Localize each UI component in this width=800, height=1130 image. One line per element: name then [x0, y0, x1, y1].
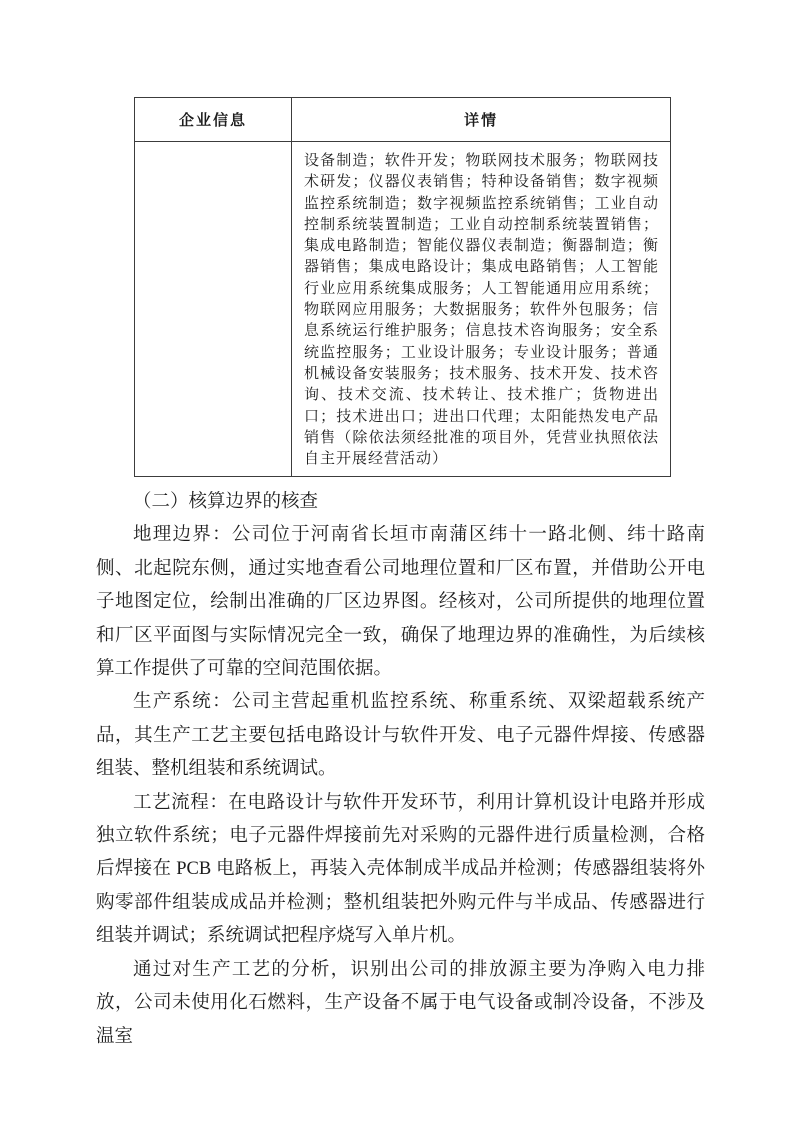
- paragraph-emission-source-analysis: 通过对生产工艺的分析，识别出公司的排放源主要为净购入电力排放，公司未使用化石燃料，生产设备不属于电气设备或制冷设备，不涉及温室: [96, 959, 705, 1047]
- paragraph-geographic-boundary: 地理边界：公司位于河南省长垣市南蒲区纬十一路北侧、纬十路南侧、北起院东侧，通过实地查看公司地理位置和厂区布置，并借助公开电子地图定位，绘制出准确的厂区边界图。经核对，公司所提供的地理位置和厂区平面图与实际情况完全一致，确保了地理边界的准确性，为后续核算工作提供了可靠的空间范围依据。: [96, 525, 705, 680]
- section-body: [96, 486, 705, 1054]
- company-info-table: [134, 97, 671, 477]
- section-heading: （二）核算边界的核查: [133, 492, 319, 512]
- table-header-row: [135, 98, 671, 142]
- paragraph-process-flow: 工艺流程：在电路设计与软件开发环节，利用计算机设计电路并形成独立软件系统；电子元器件焊接前先对采购的元器件进行质量检测，合格后焊接在 PCB 电路板上，再装入壳体制成半成品并检测；传感器组装将外购零部件组装成成品并检测；整机组装把外购元件与半成品、传感器进行组装并调试；系统调试把程序烧写入单片机。: [96, 792, 705, 947]
- paragraph-production-system: 生产系统：公司主营起重机监控系统、称重系统、双梁超载系统产品，其生产工艺主要包括电路设计与软件开发、电子元器件焊接、传感器组装、整机组装和系统调试。: [96, 692, 705, 780]
- table-header-detail: 详情: [292, 98, 671, 142]
- business-scope-detail-cell: 设备制造；软件开发；物联网技术服务；物联网技术研发；仪器仪表销售；特种设备销售；数字视频监控系统制造；数字视频监控系统销售；工业自动控制系统装置制造；工业自动控制系统装置销售；集成电路制造；智能仪器仪表制造；衡器制造；衡器销售；集成电路设计；集成电路销售；人工智能行业应用系统集成服务；人工智能通用应用系统；物联网应用服务；大数据服务；软件外包服务；信息系统运行维护服务；信息技术咨询服务；安全系统监控服务；工业设计服务；专业设计服务；普通机械设备安装服务；技术服务、技术开发、技术咨询、技术交流、技术转让、技术推广；货物进出口；技术进出口；进出口代理；太阳能热发电产品销售（除依法须经批准的项目外，凭营业执照依法自主开展经营活动）: [292, 142, 671, 477]
- table-row: [135, 142, 671, 477]
- table-header-company-info: 企业信息: [135, 98, 292, 142]
- company-info-label-cell: [135, 142, 292, 477]
